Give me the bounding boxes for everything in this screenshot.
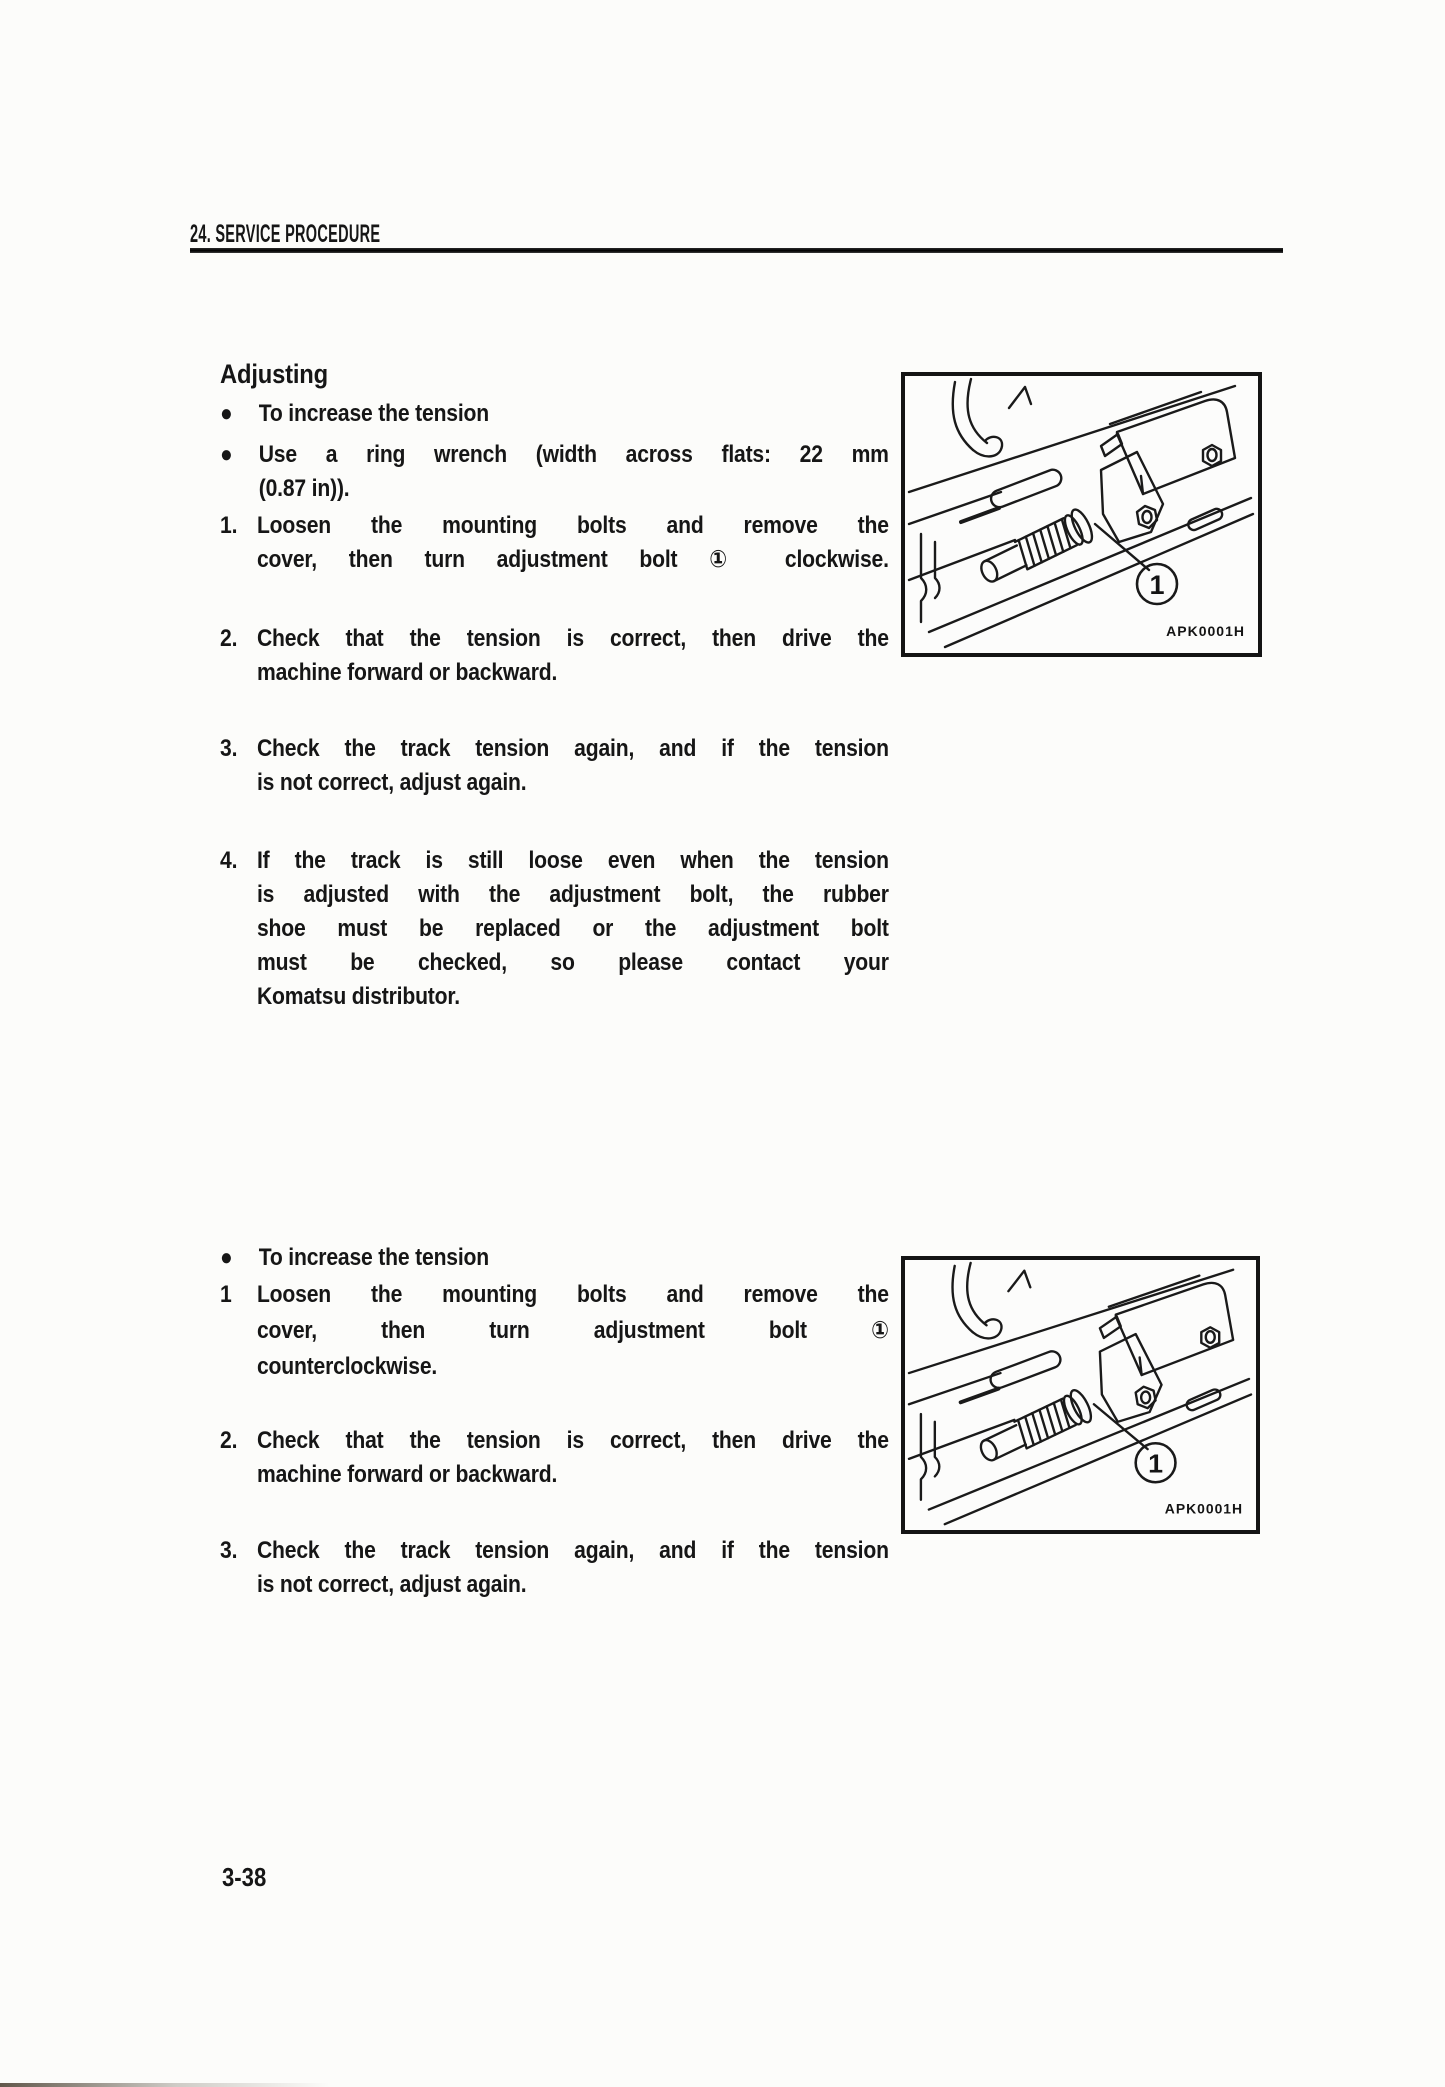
figure-track-adjustment-2: [901, 1256, 1260, 1534]
step-text: [257, 1277, 889, 1385]
callout-number: 1: [1148, 1448, 1164, 1479]
text-line: Komatsu distributor.: [256, 983, 460, 1010]
figure-drawing: [905, 376, 1258, 653]
text-line: is not correct, adjust again.: [256, 769, 527, 796]
step-number: 4.: [220, 847, 238, 874]
step-text: [257, 1534, 889, 1602]
text-line: counterclockwise.: [256, 1353, 438, 1380]
bullet-item: [220, 397, 889, 431]
text-line: machine forward or backward.: [256, 659, 558, 686]
text-line: is adjusted with the adjustment bolt, the rubber: [256, 881, 889, 908]
step-item: [220, 1534, 889, 1602]
header-rule: [190, 248, 1283, 253]
page-header: 24. SERVICE PROCEDURE: [190, 220, 381, 248]
bullet-item: [220, 438, 889, 506]
section1-heading: Adjusting: [220, 359, 328, 389]
step-number: 2.: [220, 1427, 238, 1454]
text-line: Check that the tension is correct, then drive the: [256, 625, 889, 652]
step-item: [220, 732, 889, 800]
bullet-dot: ●: [220, 1244, 233, 1271]
scan-edge-artifact: [0, 2083, 440, 2087]
text-line: is not correct, adjust again.: [256, 1571, 527, 1598]
figure-label: APK0001H: [1166, 623, 1245, 639]
callout-number: 1: [1149, 570, 1165, 600]
text-line: cover, then turn adjustment bolt ① clockwise.: [256, 546, 889, 573]
step-text: [257, 1424, 889, 1492]
step-item: [220, 1424, 889, 1492]
step-text: [257, 509, 889, 577]
step-text: [257, 622, 889, 690]
bullet-dot: ●: [220, 441, 233, 468]
drawing-lines: [909, 1263, 1251, 1524]
step-number: 1.: [220, 512, 238, 539]
text-line: Check the track tension again, and if the tension: [256, 735, 889, 762]
text-line: Loosen the mounting bolts and remove the: [256, 512, 889, 539]
text-line: Use a ring wrench (width across flats: 22 mm: [258, 441, 889, 468]
step-number: 2.: [220, 625, 238, 652]
step-number: 3.: [220, 1537, 238, 1564]
text-line: cover, then turn adjustment bolt ①: [256, 1317, 889, 1344]
text-line: shoe must be replaced or the adjustment bolt: [256, 915, 889, 942]
figure-drawing: [905, 1260, 1256, 1530]
text-line: If the track is still loose even when the tension: [256, 847, 889, 874]
step-number: 1: [220, 1281, 232, 1308]
step-number: 3.: [220, 735, 238, 762]
bullet-dot: ●: [220, 400, 233, 427]
step-item: [220, 1277, 889, 1385]
step-item: [220, 509, 889, 577]
figure-track-adjustment-1: [901, 372, 1262, 657]
bullet-text: To increase the tension: [258, 400, 490, 427]
text-line: Loosen the mounting bolts and remove the: [256, 1281, 889, 1308]
text-line: (0.87 in)).: [258, 475, 350, 502]
drawing-lines: [909, 379, 1253, 647]
bullet-item: [220, 1241, 889, 1275]
text-line: Check that the tension is correct, then drive the: [256, 1427, 889, 1454]
bullet-text: [259, 438, 889, 506]
page-number: 3-38: [222, 1862, 267, 1892]
text-line: machine forward or backward.: [256, 1461, 558, 1488]
step-text: [257, 732, 889, 800]
step-item: [220, 844, 889, 1014]
text-column: [220, 0, 889, 2087]
figure-label: APK0001H: [1164, 1501, 1244, 1517]
bullet-text: To increase the tension: [258, 1244, 490, 1271]
step-text: [257, 844, 889, 1014]
text-line: must be checked, so please contact your: [256, 949, 889, 976]
step-item: [220, 622, 889, 690]
text-line: Check the track tension again, and if the tension: [256, 1537, 889, 1564]
